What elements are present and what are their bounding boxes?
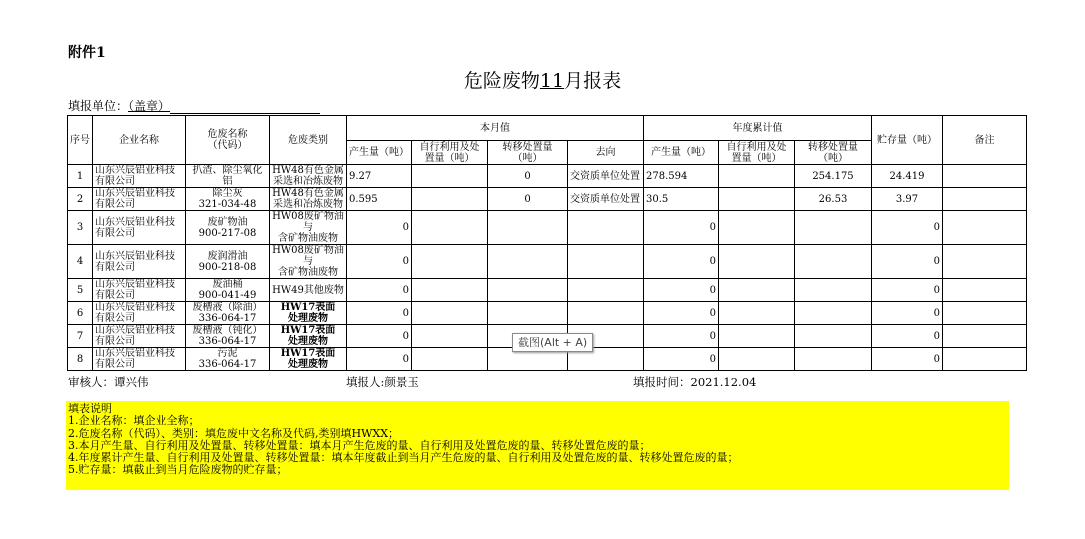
cell-waste-name: 废润滑油 900-218-08 <box>186 245 270 279</box>
cell-y-transfer <box>795 211 872 245</box>
cell-destination <box>568 245 644 279</box>
cell-category: HW17表面 处理废物 <box>270 348 347 371</box>
cell-storage: 0 <box>872 325 943 348</box>
header-waste-name: 危废名称 （代码） <box>186 116 270 165</box>
cell-y-transfer <box>795 325 872 348</box>
cell-transfer <box>488 245 568 279</box>
cell-y-transfer <box>795 279 872 302</box>
cell-waste-name: 废槽液（钝化） 336-064-17 <box>186 325 270 348</box>
instruction-line: 1.企业名称：填企业全称； <box>68 414 200 428</box>
cell-seq: 6 <box>68 302 93 325</box>
cell-seq: 4 <box>68 245 93 279</box>
cell-waste-name: 废槽液（除油） 336-064-17 <box>186 302 270 325</box>
instruction-line: 5.贮存量：填截止到当月危险废物的贮存量； <box>68 463 288 477</box>
instruction-line: 3.本月产生量、自行利用及处置量、转移处置量：填本月产生危废的量、自行利用及处置危废的量、转移处置危废的量； <box>68 438 651 452</box>
title-prefix: 危险废物 <box>463 70 540 92</box>
cell-self-use <box>412 348 488 371</box>
cell-category: HW17表面 处理废物 <box>270 325 347 348</box>
cell-category: HW08废矿物油与 含矿物油废物 <box>270 245 347 279</box>
cell-destination <box>568 279 644 302</box>
cell-waste-name: 污泥 336-064-17 <box>186 348 270 371</box>
instructions-title: 填表说明 <box>68 402 112 415</box>
cell-category: HW08废矿物油与 含矿物油废物 <box>270 211 347 245</box>
cell-transfer <box>488 279 568 302</box>
cell-produce: 0.595 <box>347 188 412 211</box>
filler-label: 填报人:颜景玉 <box>346 375 419 389</box>
cell-waste-name: 废油桶 900-041-49 <box>186 279 270 302</box>
cell-company: 山东兴辰铝业科技 有限公司 <box>93 279 186 302</box>
cell-produce: 0 <box>347 211 412 245</box>
cell-storage: 0 <box>872 348 943 371</box>
header-remark: 备注 <box>943 116 1027 165</box>
fill-date-label: 填报时间：2021.12.04 <box>633 375 757 389</box>
cell-company: 山东兴辰铝业科技 有限公司 <box>93 188 186 211</box>
header-category: 危废类别 <box>270 116 347 165</box>
title-suffix: 月报表 <box>564 70 622 92</box>
cell-waste-name: 废矿物油 900-217-08 <box>186 211 270 245</box>
table-row <box>68 302 1027 325</box>
cell-y-self-use <box>719 302 795 325</box>
reviewer-label: 审核人：谭兴伟 <box>68 375 149 389</box>
cell-destination <box>568 302 644 325</box>
cell-remark <box>943 348 1027 371</box>
instruction-line: 4.年度累计产生量、自行利用及处置量、转移处置量：填本年度截止到当月产生危废的量、自行利用及处置危废的量、转移处置危废的量； <box>68 451 739 465</box>
table-row <box>68 245 1027 279</box>
cell-remark <box>943 245 1027 279</box>
cell-remark <box>943 302 1027 325</box>
cell-storage: 0 <box>872 245 943 279</box>
cell-seq: 1 <box>68 165 93 188</box>
header-year-group: 年度累计值 <box>644 116 872 141</box>
table-row <box>68 165 1027 188</box>
page-title <box>0 66 1085 93</box>
cell-y-produce: 0 <box>644 325 719 348</box>
header-y-produce: 产生量（吨） <box>644 141 719 165</box>
title-month[interactable]: 11 <box>539 70 565 92</box>
cell-y-produce: 0 <box>644 279 719 302</box>
cell-transfer <box>488 211 568 245</box>
reporting-unit <box>68 97 320 114</box>
header-produce: 产生量（吨） <box>347 141 412 165</box>
cell-seq: 3 <box>68 211 93 245</box>
cell-company: 山东兴辰铝业科技 有限公司 <box>93 325 186 348</box>
cell-category: HW48有色金属 采选和冶炼废物 <box>270 165 347 188</box>
cell-self-use <box>412 211 488 245</box>
header-row-top <box>68 116 1027 141</box>
cell-remark <box>943 279 1027 302</box>
header-y-self-use: 自行利用及处 置量（吨） <box>719 141 795 165</box>
cell-remark <box>943 211 1027 245</box>
cell-y-transfer <box>795 245 872 279</box>
cell-produce: 0 <box>347 245 412 279</box>
header-storage: 贮存量（吨） <box>872 116 943 165</box>
cell-y-produce: 0 <box>644 211 719 245</box>
cell-y-self-use <box>719 279 795 302</box>
table-row <box>68 279 1027 302</box>
cell-y-produce: 0 <box>644 302 719 325</box>
cell-y-produce: 0 <box>644 245 719 279</box>
cell-y-self-use <box>719 245 795 279</box>
cell-self-use <box>412 165 488 188</box>
screenshot-tooltip: 截图(Alt + A) <box>512 333 593 352</box>
cell-seq: 5 <box>68 279 93 302</box>
cell-remark <box>943 188 1027 211</box>
cell-y-transfer: 26.53 <box>795 188 872 211</box>
cell-company: 山东兴辰铝业科技 有限公司 <box>93 348 186 371</box>
cell-y-produce: 278.594 <box>644 165 719 188</box>
cell-destination <box>568 211 644 245</box>
unit-underline[interactable] <box>170 101 320 114</box>
cell-self-use <box>412 188 488 211</box>
cell-transfer <box>488 302 568 325</box>
cell-y-transfer <box>795 348 872 371</box>
instruction-line: 2.危废名称（代码）、类别：填危废中文名称及代码,类别填HWXX； <box>68 426 400 440</box>
header-self-use: 自行利用及处 置量（吨） <box>412 141 488 165</box>
cell-destination: 交资质单位处置 <box>568 165 644 188</box>
header-transfer: 转移处置量 （吨） <box>488 141 568 165</box>
cell-self-use <box>412 279 488 302</box>
cell-company: 山东兴辰铝业科技 有限公司 <box>93 211 186 245</box>
cell-waste-name: 除尘灰 321-034-48 <box>186 188 270 211</box>
cell-storage: 24.419 <box>872 165 943 188</box>
cell-self-use <box>412 302 488 325</box>
cell-y-self-use <box>719 188 795 211</box>
cell-y-self-use <box>719 348 795 371</box>
cell-produce: 0 <box>347 302 412 325</box>
header-company: 企业名称 <box>93 116 186 165</box>
unit-seal: （盖章） <box>128 99 171 113</box>
instructions-box <box>66 401 1009 490</box>
cell-storage: 3.97 <box>872 188 943 211</box>
cell-y-produce: 0 <box>644 348 719 371</box>
table-row <box>68 188 1027 211</box>
cell-category: HW17表面 处理废物 <box>270 302 347 325</box>
cell-transfer: 0 <box>488 188 568 211</box>
cell-produce: 0 <box>347 279 412 302</box>
cell-storage: 0 <box>872 279 943 302</box>
cell-y-transfer <box>795 302 872 325</box>
header-month-group: 本月值 <box>347 116 644 141</box>
cell-transfer: 0 <box>488 165 568 188</box>
cell-seq: 7 <box>68 325 93 348</box>
cell-y-transfer: 254.175 <box>795 165 872 188</box>
cell-waste-name: 扒渣、除尘氧化 铝 <box>186 165 270 188</box>
cell-company: 山东兴辰铝业科技 有限公司 <box>93 165 186 188</box>
cell-self-use <box>412 245 488 279</box>
cell-company: 山东兴辰铝业科技 有限公司 <box>93 245 186 279</box>
table-row <box>68 211 1027 245</box>
header-destination: 去向 <box>568 141 644 165</box>
cell-produce: 9.27 <box>347 165 412 188</box>
unit-label: 填报单位： <box>68 99 129 113</box>
attachment-label: 附件1 <box>68 45 106 61</box>
cell-storage: 0 <box>872 211 943 245</box>
cell-produce: 0 <box>347 348 412 371</box>
header-seq: 序号 <box>68 116 93 165</box>
cell-y-self-use <box>719 211 795 245</box>
header-y-transfer: 转移处置量 （吨） <box>795 141 872 165</box>
cell-produce: 0 <box>347 325 412 348</box>
cell-remark <box>943 325 1027 348</box>
cell-storage: 0 <box>872 302 943 325</box>
cell-seq: 2 <box>68 188 93 211</box>
cell-destination: 交资质单位处置 <box>568 188 644 211</box>
cell-company: 山东兴辰铝业科技 有限公司 <box>93 302 186 325</box>
cell-category: HW48有色金属 采选和冶炼废物 <box>270 188 347 211</box>
cell-y-produce: 30.5 <box>644 188 719 211</box>
cell-y-self-use <box>719 325 795 348</box>
cell-remark <box>943 165 1027 188</box>
cell-y-self-use <box>719 165 795 188</box>
cell-category: HW49其他废物 <box>270 279 347 302</box>
cell-seq: 8 <box>68 348 93 371</box>
cell-self-use <box>412 325 488 348</box>
